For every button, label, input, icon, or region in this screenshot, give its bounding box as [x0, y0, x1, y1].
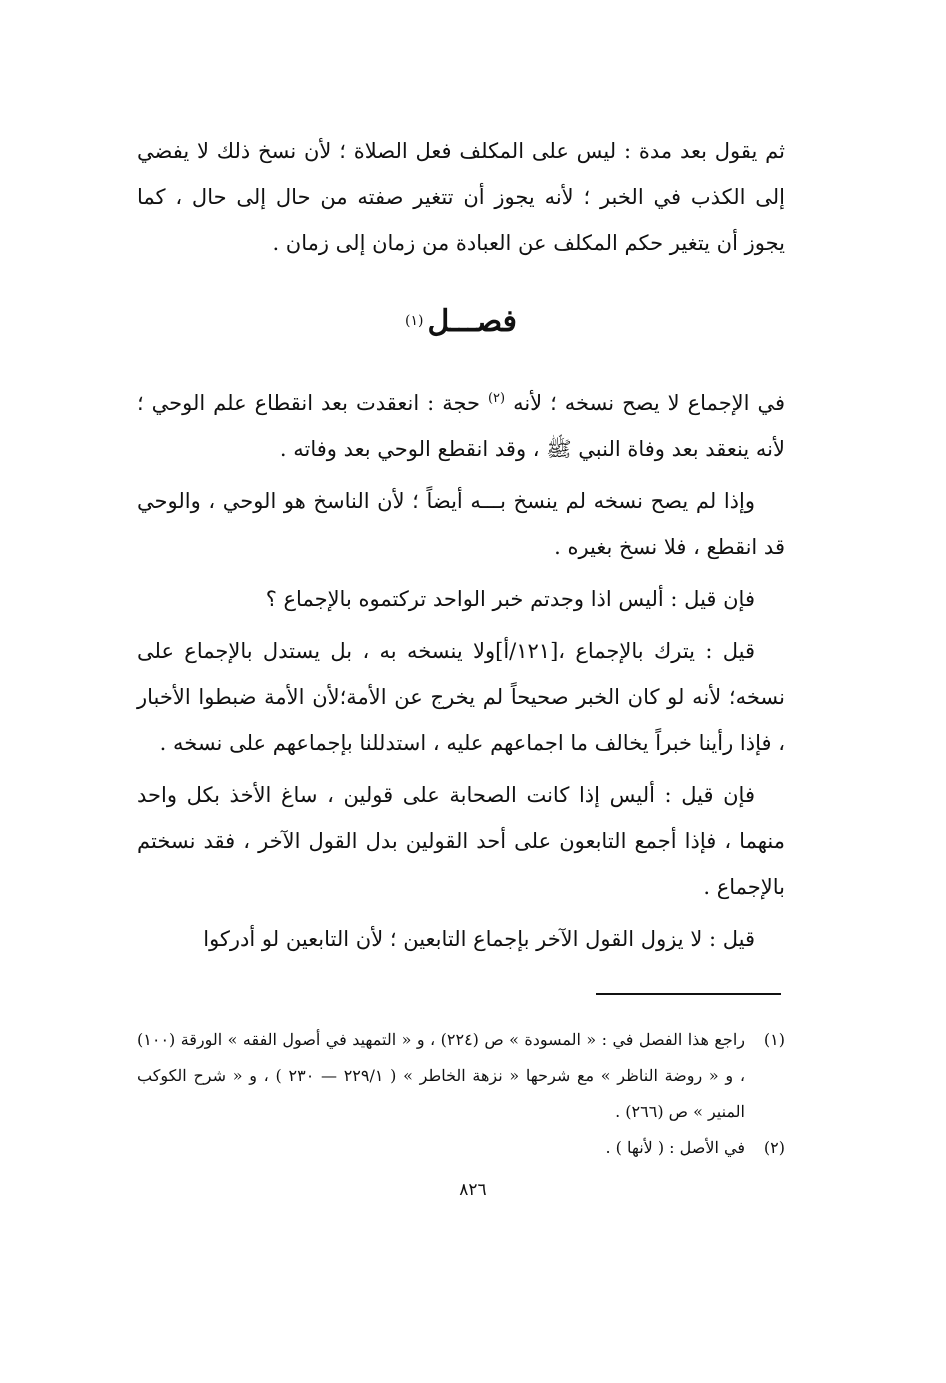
footnotes	[137, 1022, 785, 1166]
footnote-1-number: (١)	[763, 1030, 785, 1049]
section-heading	[137, 266, 785, 376]
paragraph-7: قيل : لا يزول القول الآخر بإجماع التابعين ؛ لأن التابعين لو أدركوا	[203, 927, 755, 951]
footnote-1	[137, 1022, 785, 1130]
footnote-2-number: (٢)	[763, 1138, 785, 1157]
paragraph-5: قيل : يترك بالإجماع ،[١٢١/أ]ولا ينسخه به ، بل يستدل بالإجماع على نسخه؛ لأنه لو كان الخبر صحيحاً لم يخرج عن الأمة؛لأن الأمة ضبطوا الأخبار ، فإذا رأينا خبراً يخالف ما اجماعهم عليه ، استدللنا بإجماعهم على نسخه .	[137, 639, 785, 755]
paragraph-2-part-b: حجة : انعقدت بعد انقطاع علم الوحي ؛ لأنه ينعقد بعد وفاة النبي ﷺ ، وقد انقطع الوحي بعد وفاته .	[137, 391, 785, 461]
footnote-2	[137, 1130, 785, 1166]
footnote-ref-2: (٢)	[487, 391, 506, 406]
main-text	[137, 128, 785, 962]
footnote-2-text: في الأصل : ( لأنها ) .	[605, 1138, 745, 1157]
paragraph-1: ثم يقول بعد مدة : ليس على المكلف فعل الصلاة ؛ لأن نسخ ذلك لا يفضي إلى الكذب في الخبر ؛ لأنه يجوز أن تتغير صفته من حال إلى حال ، كما يجوز أن يتغير حكم المكلف عن العبادة من زمان إلى زمان .	[137, 139, 785, 255]
footnote-1-text: راجع هذا الفصل في : « المسودة » ص (٢٢٤) ، و « التمهيد في أصول الفقه » الورقة (١٠٠) ، و « روضة الناظر » مع شرحها « نزهة الخاطر » ( ٢٢٩/١ — ٢٣٠ ) ، و « شرح الكوكب المنير » ص (٢٦٦) .	[137, 1030, 746, 1121]
section-heading-footnote-ref: (١)	[405, 313, 424, 329]
paragraph-6: فإن قيل : أليس إذا كانت الصحابة على قولين ، ساغ الأخذ بكل واحد منهما ، فإذا أجمع التابعون على أحد القولين بدل القول الآخر ، فقد نسختم بالإجماع .	[137, 783, 785, 899]
paragraph-4: فإن قيل : أليس اذا وجدتم خبر الواحد تركتموه بالإجماع ؟	[265, 587, 755, 611]
section-heading-title: فصـــل	[427, 303, 517, 339]
paragraph-2-part-a: في الإجماع لا يصح نسخه ؛ لأنه	[513, 391, 785, 415]
page-number: ٨٢٦	[459, 1180, 487, 1200]
paragraph-2	[137, 376, 785, 472]
footnote-separator	[596, 993, 781, 995]
paragraph-3: وإذا لم يصح نسخه لم ينسخ بـــه أيضاً ؛ لأن الناسخ هو الوحي ، والوحي قد انقطع ، فلا نسخ بغيره .	[137, 489, 785, 559]
